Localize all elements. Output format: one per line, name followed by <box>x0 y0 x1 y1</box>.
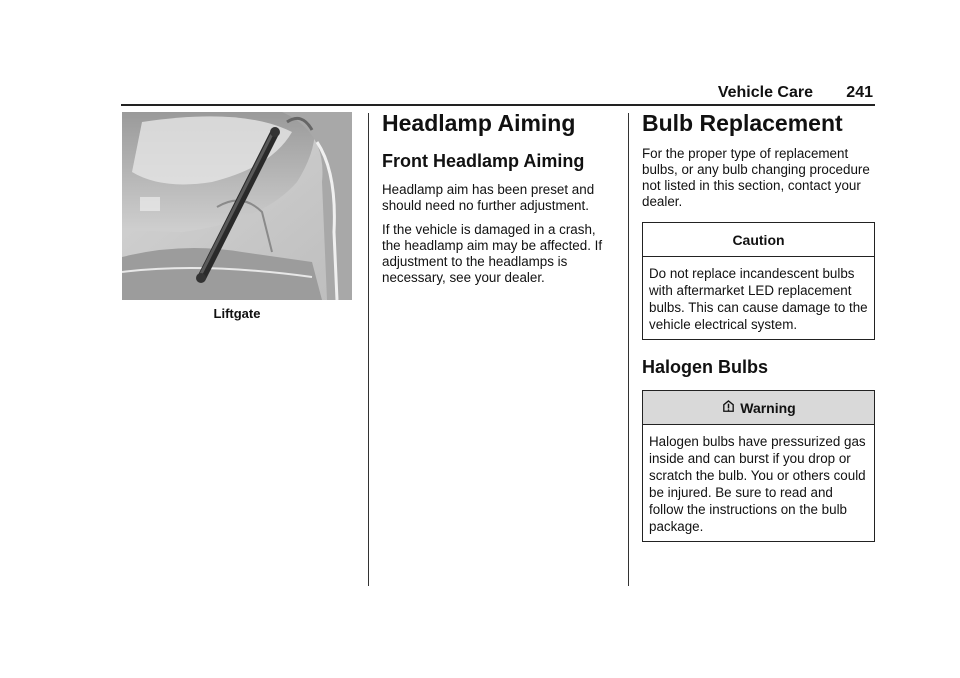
caution-text: Do not replace incandescent bulbs with aftermarket LED replacement bulbs. This can cause damage to the vehicle electrical system. <box>649 266 868 332</box>
caution-box <box>642 222 875 340</box>
headlamp-paragraph-1: Headlamp aim has been preset and should need no further adjustment. <box>382 182 595 213</box>
bulb-replacement-heading: Bulb Replacement <box>642 110 843 136</box>
front-headlamp-aiming-heading: Front Headlamp Aiming <box>382 151 585 171</box>
column-divider-left <box>368 113 369 586</box>
headlamp-column <box>382 110 614 294</box>
page-header <box>121 82 875 106</box>
warning-text: Halogen bulbs have pressurized gas inside and can burst if you drop or scratch the bulb. You or others could be injured. Be sure to read and follow the instructions on the bulb package. <box>649 434 866 534</box>
bulb-intro-paragraph: For the proper type of replacement bulbs, or any bulb changing procedure not listed in this section, contact your dealer. <box>642 146 870 209</box>
warning-header <box>643 391 874 425</box>
caution-header: Caution <box>643 223 874 257</box>
warning-label: Warning <box>740 399 796 416</box>
section-title: Vehicle Care <box>717 84 813 101</box>
warning-box <box>642 390 875 542</box>
headlamp-aiming-heading: Headlamp Aiming <box>382 110 576 136</box>
figure-caption: Liftgate <box>213 306 261 321</box>
page-number: 241 <box>846 84 873 101</box>
liftgate-illustration <box>122 112 352 300</box>
warning-icon <box>721 400 736 415</box>
bulb-column <box>642 110 876 542</box>
halogen-bulbs-heading: Halogen Bulbs <box>642 357 769 377</box>
figure-column <box>122 112 352 321</box>
headlamp-paragraph-2: If the vehicle is damaged in a crash, the headlamp aim may be affected. If adjustment to the headlamps is necessary, see your dealer. <box>382 222 603 285</box>
column-divider-right <box>628 113 629 586</box>
